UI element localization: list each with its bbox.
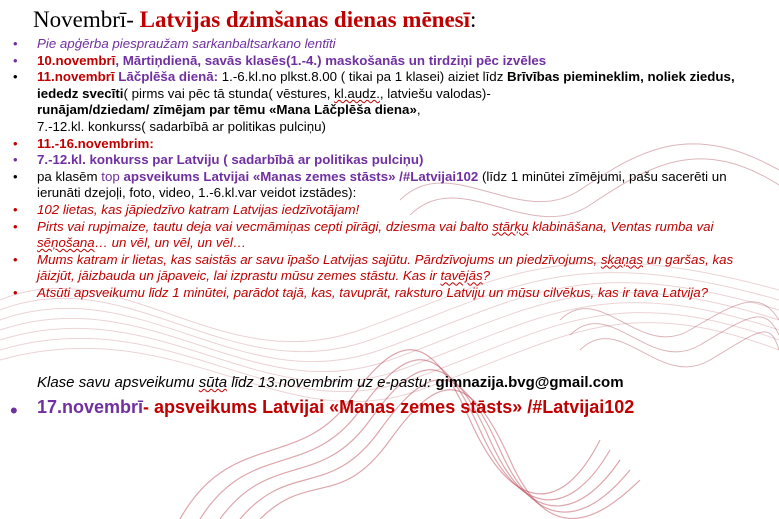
- final-date: 17.novembrī: [37, 397, 144, 417]
- item-text: ( pirms vai pēc tā stunda( vēstures,: [123, 85, 335, 101]
- title-prefix: Novembrī-: [33, 7, 140, 32]
- item-text: Mums katram ir lietas, kas saistās ar savu īpašo Latvijas sajūtu. Pārdzīvojums un piedzīvojums,: [37, 251, 601, 267]
- bullet-icon: •: [10, 398, 18, 423]
- item-text-bold: apsveikums Latvijai «Manas zemes stāsts» /#Latvijai102: [119, 168, 479, 184]
- item-text-bold: Brīvības piemineklim, noliek ziedus, iededz svecīti: [37, 69, 735, 101]
- closing-text: Klase savu apsveikumu: [37, 374, 199, 391]
- list-item: [0, 53, 779, 70]
- item-text: 1.-6.kl.no plkst.8.00 ( tikai pa 1 klasei) aiziet līdz: [218, 69, 508, 85]
- item-text: stārķu: [492, 218, 529, 234]
- item-text: Pirts vai rupjmaize, tautu deja vai vecmāmiņas cepti pīrāgi, dziesma vai balto: [37, 218, 493, 234]
- item-text: 7.-12.kl. konkurss( sadarbībā ar politikas pulciņu): [37, 118, 326, 134]
- closing-text: līdz 13.novembrim uz e-pastu:: [227, 374, 436, 391]
- bullet-icon: •: [13, 168, 18, 184]
- list-item: [0, 69, 779, 135]
- list-item: [0, 152, 779, 169]
- closing-line: [37, 374, 624, 391]
- item-text: kl.audz.: [334, 85, 380, 101]
- item-text: 7.-12.kl. konkurss par Latviju ( sadarbībā ar politikas pulciņu): [37, 152, 424, 168]
- item-text: … un vēl, un vēl, un vēl…: [94, 235, 247, 251]
- bullet-icon: •: [13, 201, 18, 217]
- bullet-icon: •: [13, 218, 18, 234]
- item-date: 10.novembrī: [37, 52, 116, 68]
- item-text: pa klasēm: [37, 168, 102, 184]
- item-text: , Mārtiņdienā, savās klasēs(1.-4.) maskošanās un tirdziņi pēc izvēles: [115, 52, 547, 68]
- item-date: 11.-16.novembrim:: [37, 135, 154, 151]
- title-suffix: :: [470, 7, 477, 32]
- email-address: gimnazija.bvg@gmail.com: [435, 374, 624, 391]
- page-title: [33, 7, 476, 33]
- list-item: [0, 202, 779, 219]
- item-text: , latviešu valodas)-: [379, 85, 491, 101]
- item-text: (līdz 1 minūtei zīmējumi, pašu sacerēti un ierunāti dzejoļi, foto, video, 1.-6.kl.var veidot izstādes):: [37, 168, 727, 201]
- item-text: klabināšana, Ventas rumba vai: [528, 218, 714, 234]
- item-text: ?: [482, 268, 491, 284]
- bullet-icon: •: [13, 69, 18, 85]
- item-date: 11.novembrī: [37, 69, 115, 85]
- bullet-icon: •: [13, 36, 18, 51]
- bullet-icon: •: [13, 251, 18, 267]
- bullet-icon: •: [13, 135, 18, 151]
- item-text: 102 lietas, kas jāpiedzīvo katram Latvijas iedzīvotājam!: [37, 201, 360, 217]
- item-text: Atsūti apsveikumu līdz 1 minūtei, parādot tajā, kas, tavuprāt, raksturo Latviju un mūsu cilvēkus, kas ir tava Latvija?: [37, 284, 709, 300]
- item-day: Lāčplēša dienā:: [114, 69, 219, 85]
- title-highlight: Latvijas dzimšanas dienas mēnesī: [139, 7, 471, 32]
- bullet-icon: •: [13, 284, 18, 300]
- item-text: sēņošana: [37, 235, 95, 251]
- list-item: [0, 219, 779, 252]
- list-item: [0, 285, 779, 302]
- final-title: - apsveikums Latvijai «Manas zemes stāsts» /#Latvijai102: [143, 397, 635, 417]
- final-text: [37, 397, 634, 418]
- item-text: un garšas, kas jāizjūt, jāizbauda un jāpaveic, lai izprastu mūsu zemes stāstu. Kas ir: [37, 251, 734, 284]
- event-list: [0, 36, 779, 302]
- list-item: [0, 169, 779, 202]
- item-text: top: [101, 168, 120, 184]
- item-text: tavējās: [440, 268, 483, 284]
- bullet-icon: •: [13, 152, 18, 168]
- list-item: [0, 136, 779, 153]
- list-item: [0, 252, 779, 285]
- bullet-icon: •: [13, 52, 18, 68]
- item-text: Pie apģērba piespraužam sarkanbaltsarkano lentīti: [37, 36, 336, 51]
- item-text: skaņas: [600, 251, 643, 267]
- closing-text: sūta: [198, 374, 228, 391]
- list-item: [0, 36, 779, 53]
- item-text-bold: runājam/dziedam/ zīmējam par tēmu «Mana Lāčplēša diena»: [37, 102, 417, 118]
- item-text: ,: [416, 102, 421, 118]
